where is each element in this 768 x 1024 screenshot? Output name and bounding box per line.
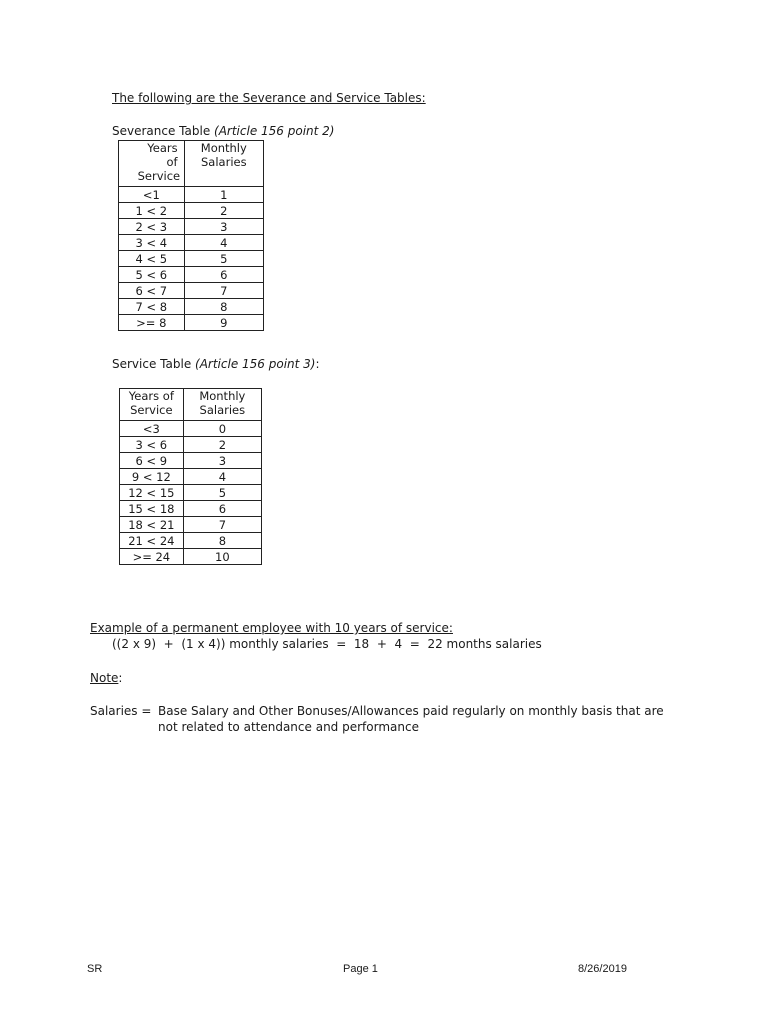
salaries-cell: 6 [183,501,261,517]
table-row [119,235,264,251]
table-row [119,299,264,315]
salaries-cell: 2 [184,203,263,219]
service-title-colon: : [315,357,320,371]
salaries-definition-line1: Base Salary and Other Bonuses/Allowances paid regularly on monthly basis that are [158,704,664,718]
table-row [119,251,264,267]
table-row [120,549,262,565]
example-heading: Example of a permanent employee with 10 years of service: [90,621,453,635]
salaries-cell: 6 [184,267,263,283]
years-cell: 9 < 12 [120,469,184,485]
severance-title-text: Severance Table [112,124,211,138]
service-article-ref: (Article 156 point 3) [195,357,316,371]
salaries-cell: 0 [183,421,261,437]
example-formula: ((2 x 9) + (1 x 4)) monthly salaries = 18 + 4 = 22 months salaries [112,637,542,651]
table-row [120,485,262,501]
service-title [112,357,320,371]
table-row [120,533,262,549]
severance-header-years: Years of Service [119,141,185,187]
years-cell: 6 < 7 [119,283,185,299]
salaries-cell: 8 [183,533,261,549]
table-row [119,187,264,203]
service-header-years: Years of Service [120,389,184,421]
salaries-cell: 4 [183,469,261,485]
salaries-cell: 9 [184,315,263,331]
years-cell: >= 8 [119,315,185,331]
years-cell: 2 < 3 [119,219,185,235]
table-row [120,421,262,437]
years-cell: 3 < 6 [120,437,184,453]
salaries-cell: 4 [184,235,263,251]
severance-table [118,140,264,331]
footer-date: 8/26/2019 [578,963,627,975]
note-heading [90,671,122,685]
years-cell: 7 < 8 [119,299,185,315]
service-title-text: Service Table [112,357,192,371]
table-row [120,437,262,453]
salaries-cell: 7 [184,283,263,299]
years-cell: 5 < 6 [119,267,185,283]
table-row [119,315,264,331]
years-cell: 3 < 4 [119,235,185,251]
table-row [119,219,264,235]
severance-article-ref: (Article 156 point 2) [214,124,335,138]
note-label: Note [90,671,119,685]
service-header-salaries: Monthly Salaries [183,389,261,421]
years-cell: <3 [120,421,184,437]
note-colon: : [118,671,123,685]
salaries-cell: 7 [183,517,261,533]
salaries-cell: 3 [183,453,261,469]
salaries-term: Salaries = [90,704,152,718]
footer-page-number: Page 1 [343,963,378,975]
salaries-cell: 1 [184,187,263,203]
years-cell: <1 [119,187,185,203]
years-cell: 1 < 2 [119,203,185,219]
years-cell: 15 < 18 [120,501,184,517]
intro-heading: The following are the Severance and Service Tables: [112,91,426,105]
service-table [119,388,262,565]
table-row [119,283,264,299]
salaries-cell: 5 [183,485,261,501]
salaries-cell: 3 [184,219,263,235]
footer-initials: SR [87,963,103,975]
salaries-cell: 10 [183,549,261,565]
years-cell: 4 < 5 [119,251,185,267]
table-row [120,453,262,469]
table-row [119,203,264,219]
years-cell: 6 < 9 [120,453,184,469]
years-cell: 18 < 21 [120,517,184,533]
severance-header-salaries: Monthly Salaries [184,141,263,187]
years-cell: 12 < 15 [120,485,184,501]
table-row [120,469,262,485]
years-cell: 21 < 24 [120,533,184,549]
table-row [120,501,262,517]
table-row [119,267,264,283]
salaries-cell: 5 [184,251,263,267]
table-row [120,517,262,533]
severance-title [112,124,334,138]
salaries-cell: 8 [184,299,263,315]
salaries-cell: 2 [183,437,261,453]
years-cell: >= 24 [120,549,184,565]
salaries-definition-line2: not related to attendance and performance [158,720,419,734]
